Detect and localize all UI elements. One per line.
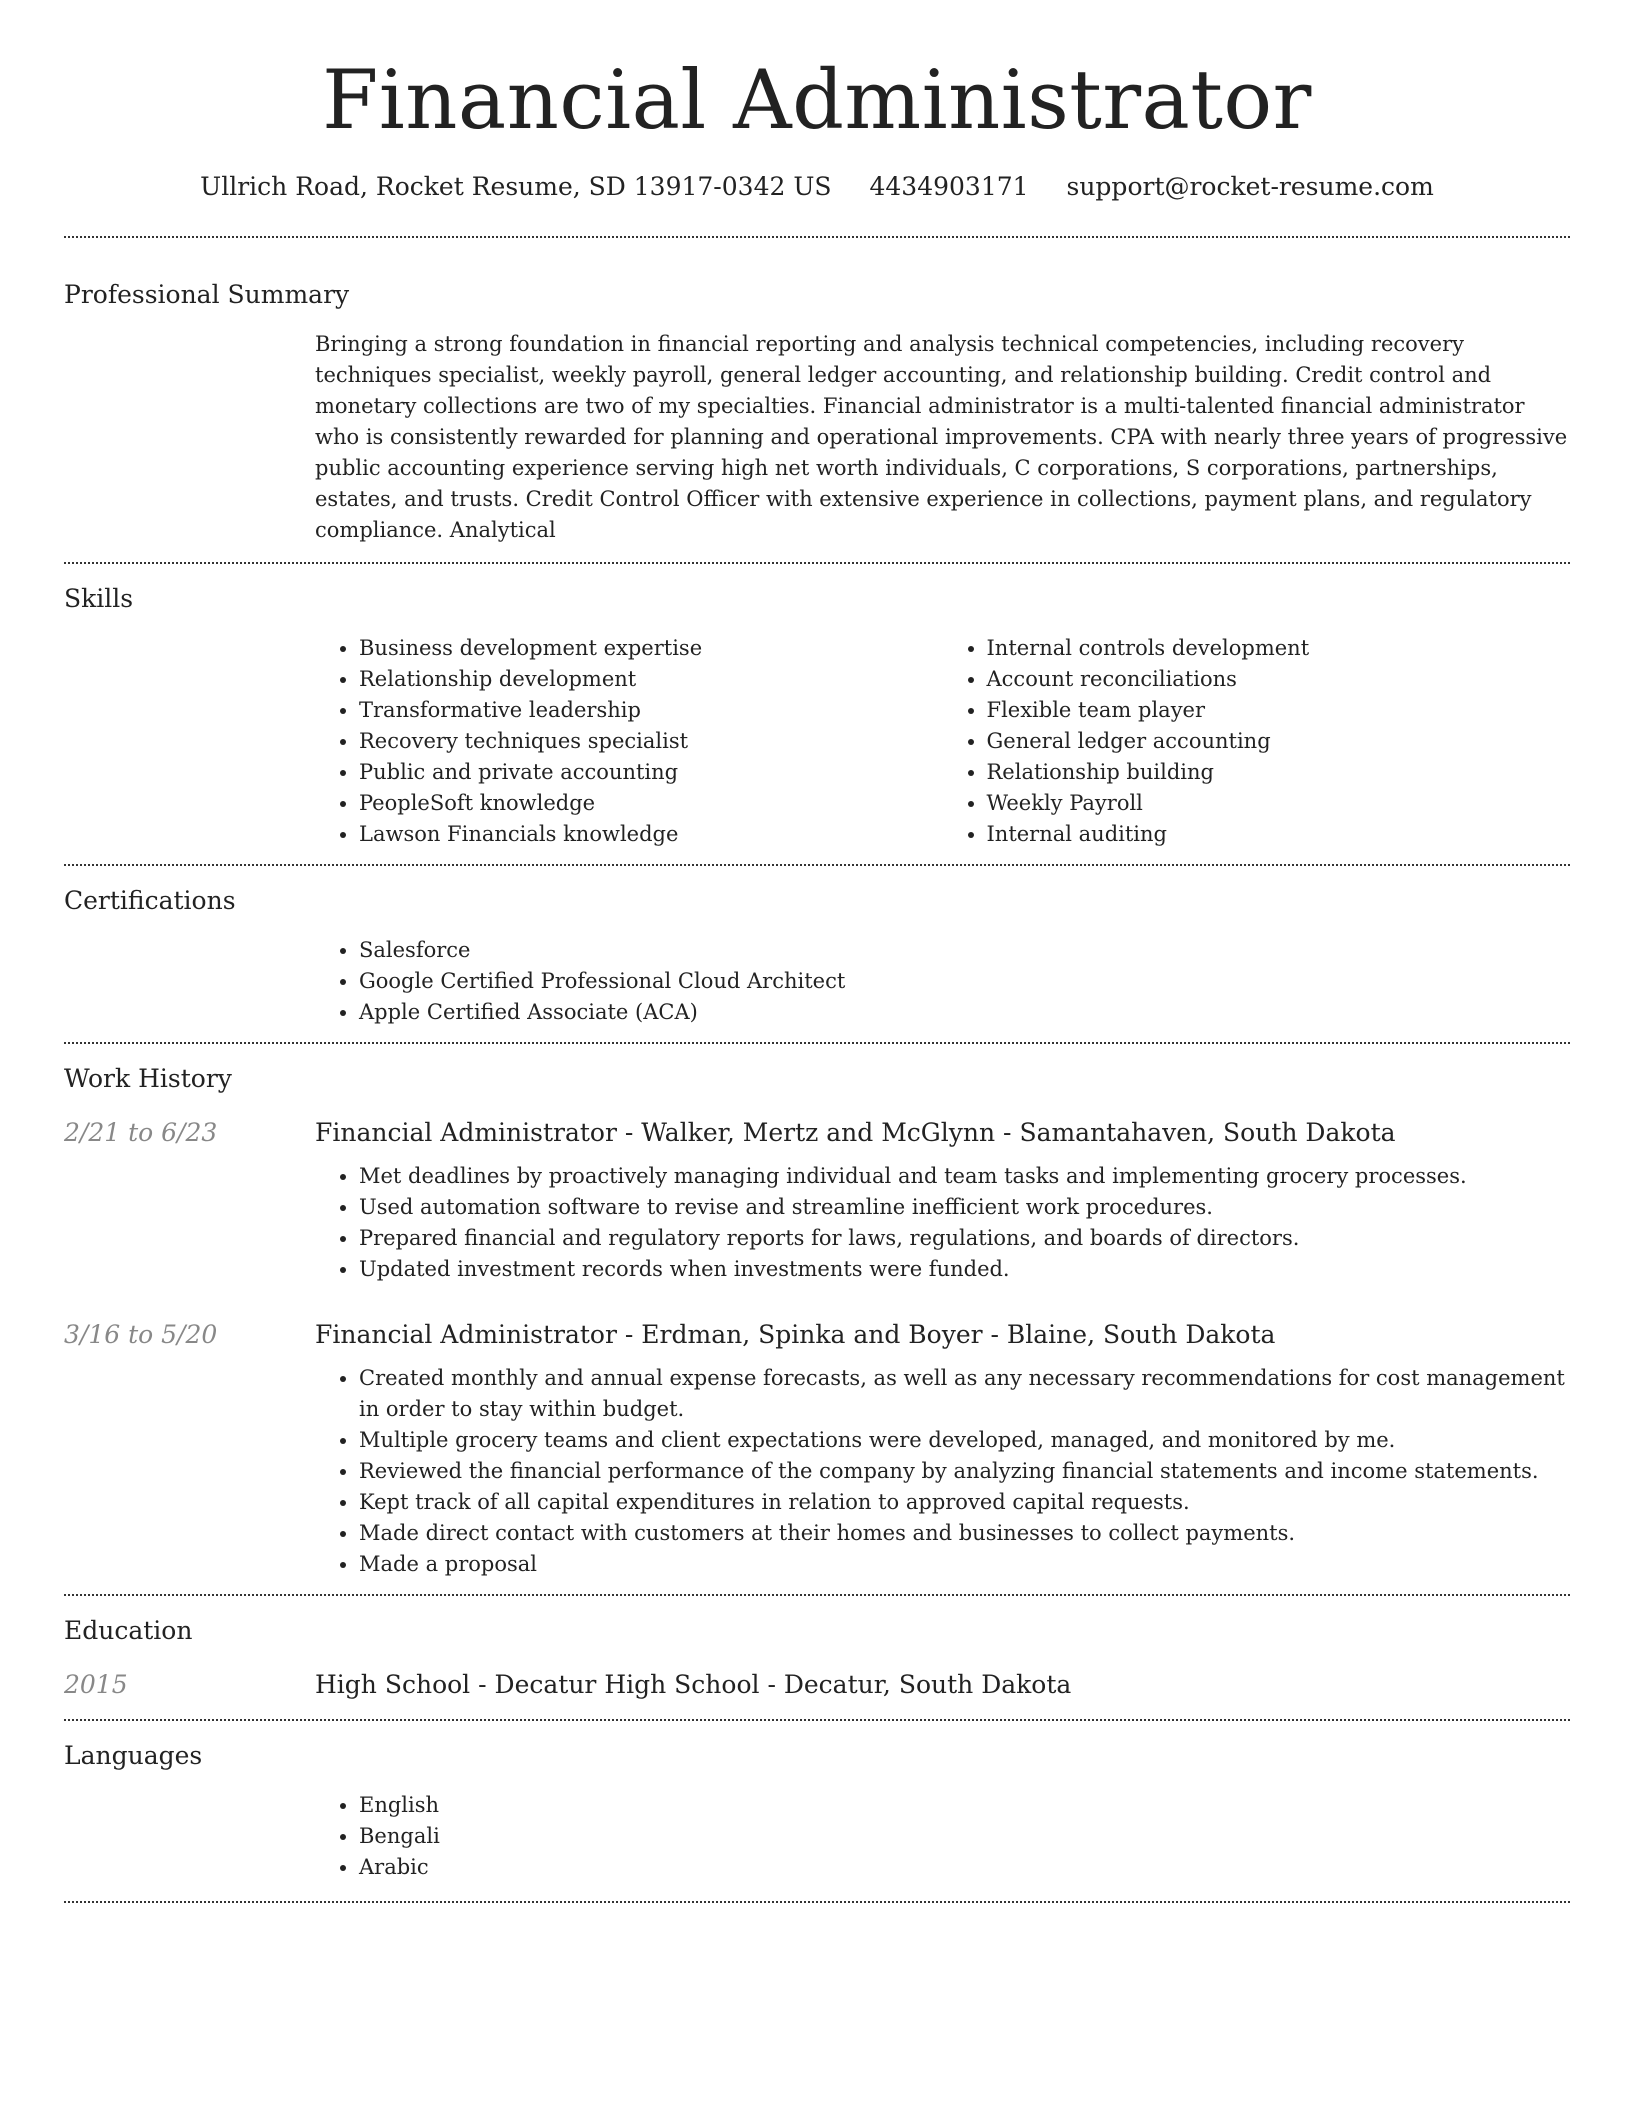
skills-title: Skills bbox=[64, 584, 134, 613]
list-item: • Flexible team player bbox=[987, 695, 1571, 726]
languages-ul bbox=[315, 1790, 1570, 1883]
job-detail: - Erdman, Spinka and Boyer - Blaine, South Dakota bbox=[616, 1320, 1276, 1349]
languages-title: Languages bbox=[64, 1741, 203, 1770]
list-item: • Recovery techniques specialist bbox=[359, 726, 943, 757]
list-item: • Used automation software to revise and streamline inefficient work procedures. bbox=[359, 1192, 1570, 1223]
list-item: • Lawson Financials knowledge bbox=[359, 819, 943, 850]
list-item: • Arabic bbox=[359, 1852, 1570, 1883]
list-item: • Google Certified Professional Cloud Architect bbox=[359, 966, 1570, 997]
list-item: • Kept track of all capital expenditures in relation to approved capital requests. bbox=[359, 1487, 1570, 1518]
education-year: 2015 bbox=[64, 1670, 128, 1699]
skills-column-left bbox=[315, 633, 943, 850]
list-item: • Prepared financial and regulatory reports for laws, regulations, and boards of directors. bbox=[359, 1223, 1570, 1254]
job-bullet-list bbox=[315, 1161, 1570, 1285]
contact-line bbox=[64, 172, 1570, 202]
contact-phone: 4434903171 bbox=[869, 172, 1029, 201]
list-item: • Internal auditing bbox=[987, 819, 1571, 850]
list-item: • PeopleSoft knowledge bbox=[359, 788, 943, 819]
list-item: • Weekly Payroll bbox=[987, 788, 1571, 819]
work-section bbox=[64, 1044, 1570, 1594]
job-bullets bbox=[315, 1363, 1570, 1580]
list-item: • General ledger accounting bbox=[987, 726, 1571, 757]
list-item: • Multiple grocery teams and client expectations were developed, managed, and monitored by me. bbox=[359, 1425, 1570, 1456]
list-item: • Updated investment records when investments were funded. bbox=[359, 1254, 1570, 1285]
contact-email: support@rocket-resume.com bbox=[1066, 172, 1434, 201]
job-bullets bbox=[315, 1161, 1570, 1285]
job-detail: - Walker, Mertz and McGlynn - Samantahaven, South Dakota bbox=[616, 1118, 1396, 1147]
list-item: • Business development expertise bbox=[359, 633, 943, 664]
list-item: • Reviewed the financial performance of the company by analyzing financial statements and income statements. bbox=[359, 1456, 1570, 1487]
list-item: • Met deadlines by proactively managing individual and team tasks and implementing grocery processes. bbox=[359, 1161, 1570, 1192]
list-item: • Transformative leadership bbox=[359, 695, 943, 726]
job-dates: 3/16 to 5/20 bbox=[64, 1320, 218, 1349]
education-title: Education bbox=[64, 1616, 193, 1645]
list-item: • Made a proposal bbox=[359, 1549, 1570, 1580]
skills-section bbox=[64, 564, 1570, 864]
certifications-ul bbox=[315, 935, 1570, 1028]
job-dates: 2/21 to 6/23 bbox=[64, 1118, 218, 1147]
languages-section bbox=[64, 1721, 1570, 1901]
contact-address: Ullrich Road, Rocket Resume, SD 13917-0342 US bbox=[200, 172, 832, 201]
list-item: • Account reconciliations bbox=[987, 664, 1571, 695]
job-role: Financial Administrator bbox=[315, 1118, 617, 1147]
list-item: • English bbox=[359, 1790, 1570, 1821]
divider bbox=[64, 1901, 1570, 1903]
resume-name: Financial Administrator bbox=[322, 54, 1312, 148]
skills-list bbox=[315, 633, 1570, 864]
list-item: • Made direct contact with customers at their homes and businesses to collect payments. bbox=[359, 1518, 1570, 1549]
list-item: • Internal controls development bbox=[987, 633, 1571, 664]
job-heading bbox=[315, 1117, 1570, 1149]
list-item: • Relationship development bbox=[359, 664, 943, 695]
education-heading bbox=[315, 1669, 1570, 1701]
job-heading bbox=[315, 1319, 1570, 1351]
list-item: • Created monthly and annual expense forecasts, as well as any necessary recommendations for cost management in order to stay within budget. bbox=[359, 1363, 1570, 1425]
education-section bbox=[64, 1596, 1570, 1719]
education-detail: - Decatur High School - Decatur, South Dakota bbox=[470, 1670, 1072, 1699]
list-item: • Bengali bbox=[359, 1821, 1570, 1852]
list-item: • Public and private accounting bbox=[359, 757, 943, 788]
list-item: • Apple Certified Associate (ACA) bbox=[359, 997, 1570, 1028]
certifications-section bbox=[64, 866, 1570, 1042]
summary-text: Bringing a strong foundation in financial reporting and analysis technical competencies, including recovery techniques specialist, weekly payroll, general ledger accounting, and relationship building. Credit control and monetary collections are two of my specialties. Financial administrator is a multi-talented financial administrator who is consistently rewarded for planning and operational improvements. CPA with nearly three years of progressive public accounting experience serving high net worth individuals, C corporations, S corporations, partnerships, estates, and trusts. Credit Control Officer with extensive experience in collections, payment plans, and regulatory compliance. Analytical bbox=[315, 332, 1568, 542]
certifications-list bbox=[315, 935, 1570, 1042]
work-title: Work History bbox=[64, 1064, 232, 1093]
summary-section bbox=[64, 238, 1570, 562]
list-item: • Relationship building bbox=[987, 757, 1571, 788]
job-role: Financial Administrator bbox=[315, 1320, 617, 1349]
list-item: • Salesforce bbox=[359, 935, 1570, 966]
job-entry bbox=[64, 1117, 1570, 1285]
languages-list bbox=[315, 1790, 1570, 1901]
job-entry bbox=[64, 1319, 1570, 1594]
certifications-title: Certifications bbox=[64, 886, 236, 915]
resume-page bbox=[64, 0, 1570, 1903]
job-bullet-list bbox=[315, 1363, 1570, 1580]
education-degree: High School bbox=[315, 1670, 471, 1699]
skills-column-right bbox=[943, 633, 1571, 850]
education-entry bbox=[64, 1669, 1570, 1719]
summary-title: Professional Summary bbox=[64, 280, 350, 309]
